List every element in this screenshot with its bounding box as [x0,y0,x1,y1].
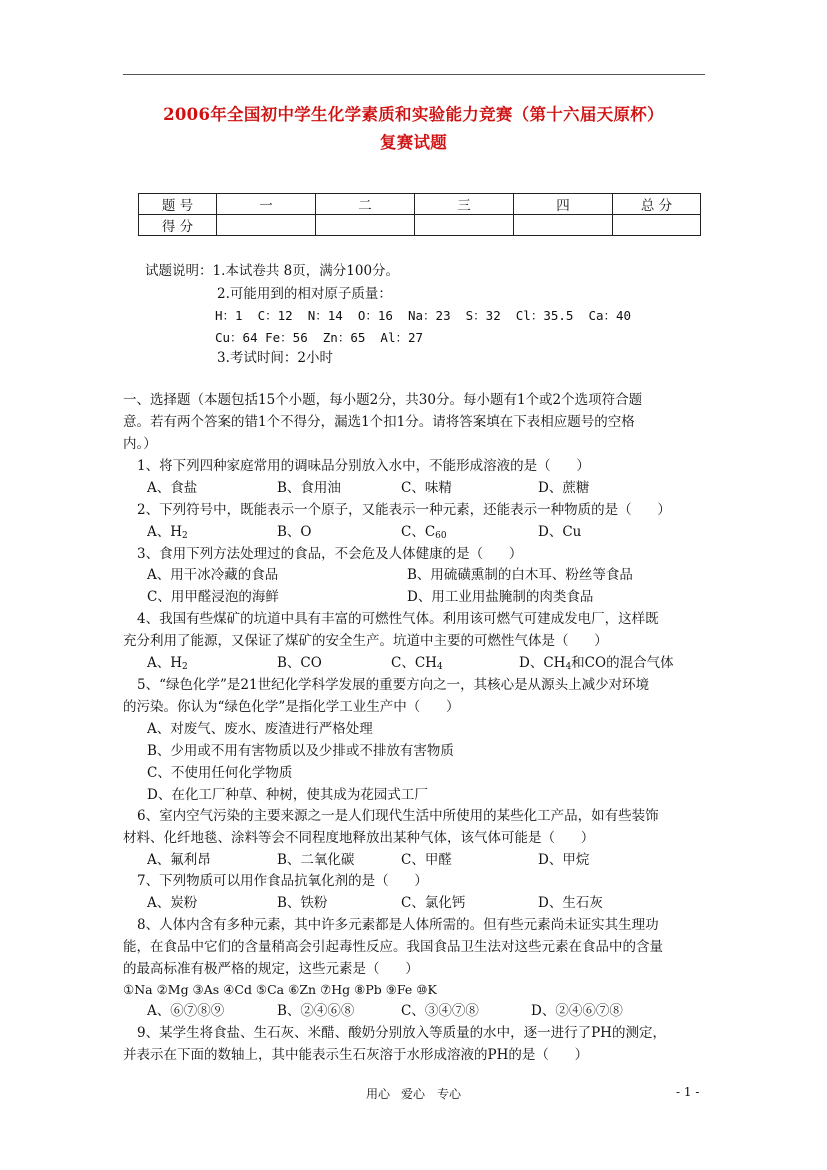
score-cell: 一 [217,194,316,215]
instructions-line: 2.可能用到的相对原子质量： [217,286,392,302]
option-b: B、②④⑥⑧ [277,1003,355,1019]
option-a: A、$H_2$ [147,524,188,541]
option-c: C、甲醛 [401,852,452,868]
atomic-mass-line: H：1 C：12 N：14 O：16 Na：23 S：32 Cl：35.5 Ca：40 [215,308,632,323]
question-stem: 能，在食品中它们的含量稍高会引起毒性反应。我国食品卫生法对这些元素在食品中的含量 [123,939,663,955]
option-d: D、生石灰 [538,895,603,911]
question-stem: 9、某学生将食盐、生石灰、米醋、酸奶分别放入等质量的水中，逐一进行了PH的测定， [137,1025,666,1041]
footer-motto: 专心 [437,1087,462,1101]
option-a: A、氟利昂 [147,852,211,868]
exam-title: 2006年全国初中学生化学素质和实验能力竞赛（第十六届天原杯） [163,105,664,124]
element-list: ①Na ②Mg ③As ④Cd ⑤Ca ⑥Zn ⑦Hg ⑧Pb ⑨Fe ⑩K [123,982,437,997]
score-table-header-row [139,194,701,215]
score-cell: 三 [415,194,514,215]
question-stem: 2、下列符号中，既能表示一个原子，又能表示一种元素，还能表示一种物质的是（ ） [137,502,671,518]
score-table-score-row [139,215,701,236]
instructions-line: 试题说明：1.本试卷共 8页，满分100分。 [145,263,400,279]
option-d: D、$CH_4$和CO的混合气体 [519,655,674,672]
score-input-cell[interactable] [613,215,701,236]
question-stem: 的最高标准有极严格的规定，这些元素是（ ） [123,961,419,977]
score-input-cell[interactable] [217,215,316,236]
atomic-mass-line: Cu：64 Fe：56 Zn：65 Al：27 [215,330,424,345]
footer-motto: 爱心 [401,1087,426,1101]
option-c: C、③④⑦⑧ [401,1003,479,1019]
score-input-cell[interactable] [316,215,415,236]
option-b: B、二氧化碳 [277,852,355,868]
question-stem: 5、“绿色化学”是21世纪化学科学发展的重要方向之一，其核心是从源头上减少对环境 [137,677,650,693]
option-d: D、用工业用盐腌制的肉类食品 [407,589,594,605]
option-d: D、甲烷 [538,852,590,868]
question-stem: 材料、化纤地毯、涂料等会不同程度地释放出某种气体，该气体可能是（ ） [123,830,595,846]
option-c: C、$C_{60}$ [401,524,447,541]
footer-motto: 用心 [366,1087,391,1101]
option-d: D、蔗糖 [538,480,590,496]
score-cell: 题 号 [139,194,217,215]
instructions-line: 3.考试时间：2小时 [217,350,333,366]
section-intro: 内。） [123,436,157,452]
option-b: B、O [277,524,312,540]
option-b: B、铁粉 [277,895,328,911]
question-stem: 的污染。你认为“绿色化学”是指化学工业生产中（ ） [123,699,460,715]
question-stem: 7、下列物质可以用作食品抗氧化剂的是（ ） [137,873,428,889]
option-b: B、少用或不用有害物质以及少排或不排放有害物质 [147,743,454,759]
option-a: A、⑥⑦⑧⑨ [147,1003,225,1019]
question-stem: 并表示在下面的数轴上，其中能表示生石灰溶于水形成溶液的PH的是（ ） [123,1047,589,1063]
question-stem: 4、我国有些煤矿的坑道中具有丰富的可燃性气体。利用该可燃气可建成发电厂，这样既 [137,611,659,627]
score-input-cell[interactable] [514,215,613,236]
option-d: D、在化工厂种草、种树，使其成为花园式工厂 [147,787,428,803]
option-c: C、$CH_4$ [391,655,443,672]
question-stem: 1、将下列四种家庭常用的调味品分别放入水中，不能形成溶液的是（ ） [137,458,590,474]
option-a: A、对废气、废水、废渣进行严格处理 [147,721,373,737]
score-cell: 二 [316,194,415,215]
score-table [138,193,701,236]
option-b: B、CO [277,655,322,671]
option-b: B、用硫磺熏制的白木耳、粉丝等食品 [407,567,633,583]
option-d: D、Cu [538,524,582,540]
option-c: C、味精 [401,480,452,496]
option-c: C、氯化钙 [401,895,466,911]
option-a: A、炭粉 [147,895,198,911]
question-stem: 充分利用了能源，又保证了煤矿的安全生产。坑道中主要的可燃性气体是（ ） [123,633,608,649]
page-number: - 1 - [676,1085,700,1099]
option-c: C、用甲醛浸泡的海鲜 [147,589,279,605]
score-input-cell[interactable] [415,215,514,236]
option-a: A、食盐 [147,480,198,496]
score-cell: 总 分 [613,194,701,215]
option-a: A、$H_2$ [147,655,188,672]
section-intro: 一、选择题（本题包括15个小题，每小题2分，共30分。每小题有1个或2个选项符合题 [123,392,643,408]
question-stem: 8、人体内含有多种元素，其中许多元素都是人体所需的。但有些元素尚未证实其生理功 [137,917,659,933]
section-intro: 意。若有两个答案的错1个不得分，漏选1个扣1分。请将答案填在下表相应题号的空格 [123,414,635,430]
option-a: A、用干冰冷藏的食品 [147,567,279,583]
option-c: C、不使用任何化学物质 [147,765,293,781]
exam-subtitle: 复赛试题 [379,133,448,152]
score-cell: 四 [514,194,613,215]
score-cell: 得 分 [139,215,217,236]
question-stem: 6、室内空气污染的主要来源之一是人们现代生活中所使用的某些化工产品，如有些装饰 [137,808,659,824]
question-stem: 3、食用下列方法处理过的食品，不会危及人体健康的是（ ） [137,546,523,562]
option-d: D、②④⑥⑦⑧ [531,1003,623,1019]
header-rule [123,74,705,75]
option-b: B、食用油 [277,480,341,496]
